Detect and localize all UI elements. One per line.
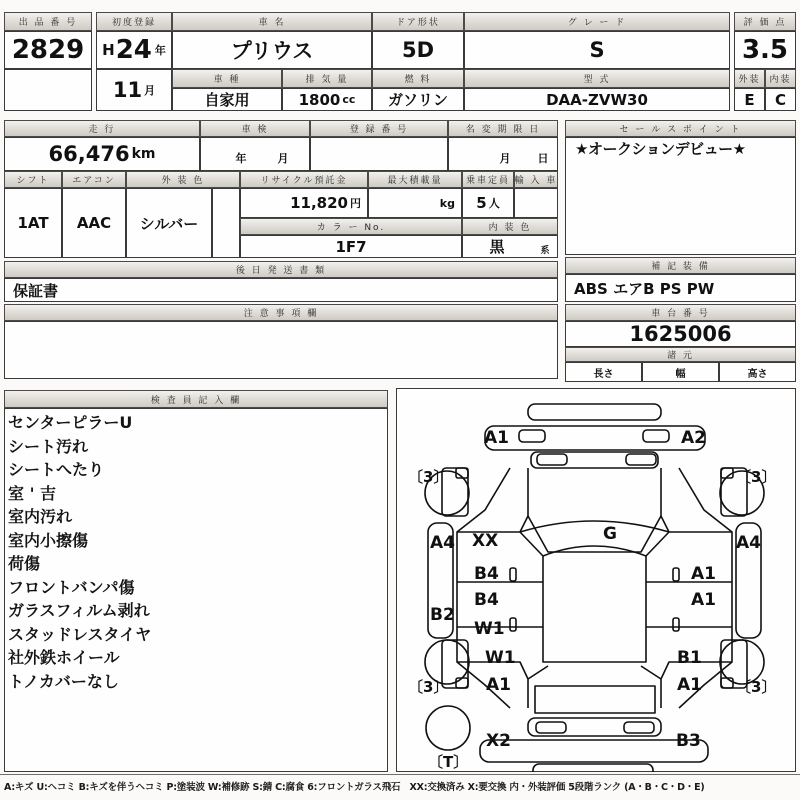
- max-load-cell: [368, 188, 462, 218]
- tire-mark-rear-right: 〔3〕: [736, 678, 777, 696]
- grade-label: グ レ ー ド: [464, 12, 730, 31]
- door-shape-cell: [372, 31, 464, 69]
- interior-color-value: 黒: [489, 238, 505, 256]
- inspection-note-item: 社外鉄ホイール: [8, 648, 120, 667]
- name-change-month-unit: 月: [499, 152, 511, 165]
- notice-cell: [4, 321, 558, 379]
- color-number-value: 1F7: [335, 237, 367, 256]
- damage-label-a1-right-rdoor: A1: [691, 590, 716, 610]
- sales-point-label: セ ー ル ス ポ イ ン ト: [565, 120, 796, 137]
- inspection-note-item: シート汚れ: [8, 436, 89, 456]
- chassis-number-value: 1625006: [629, 322, 732, 346]
- capacity-label: 乗車定員: [462, 171, 514, 188]
- damage-label-a1-right-qlower: A1: [677, 675, 702, 695]
- interior-color-cell: [462, 235, 558, 258]
- fuel-value: ガソリン: [387, 91, 448, 109]
- shaken-cell: [200, 137, 310, 171]
- damage-label-b1-right-quarter: B1: [677, 648, 702, 668]
- notice-value: [5, 322, 557, 378]
- equipment-cell: [565, 274, 796, 302]
- model-name-label: 車 名: [172, 12, 372, 31]
- damage-label-a1-left-qlower: A1: [486, 675, 511, 695]
- notice-label: 注 意 事 項 欄: [4, 304, 558, 321]
- registration-plate-label: 登 録 番 号: [310, 120, 448, 137]
- spec-length-header: [565, 362, 642, 382]
- recycle-fee-unit: 円: [350, 197, 361, 210]
- displacement-label: 排 気 量: [282, 69, 372, 88]
- inspection-note-item: 室 ' 吉: [8, 483, 57, 503]
- spec-height-header: [719, 362, 796, 382]
- lot-number-cell: [4, 31, 92, 69]
- first-registration-cell: [96, 31, 172, 69]
- inspection-note-item: ガラスフィルム剥れ: [8, 601, 150, 620]
- door-shape-value: 5D: [401, 38, 435, 62]
- lot-number-blank: [4, 69, 92, 111]
- spec-width-label: 幅: [675, 368, 686, 380]
- shift-cell: [4, 188, 62, 258]
- shift-label: シフト: [4, 171, 62, 188]
- max-load-unit: kg: [439, 196, 455, 210]
- reg-month: 11: [112, 78, 143, 102]
- inspection-notes-list: [8, 411, 388, 693]
- model-name-cell: [172, 31, 372, 69]
- exterior-color-label: 外 装 色: [126, 171, 240, 188]
- use-cell: [172, 88, 282, 111]
- capacity-value: 5: [476, 194, 487, 212]
- inspection-note-item: スタッドレスタイヤ: [8, 624, 152, 644]
- max-load-label: 最大積載量: [368, 171, 462, 188]
- displacement-unit: cc: [342, 93, 356, 106]
- aircon-value: AAC: [76, 214, 112, 232]
- lot-number-label: 出 品 番 号: [4, 12, 92, 31]
- mileage-cell: [4, 137, 200, 171]
- damage-label-w1-left-lower: W1: [474, 619, 505, 639]
- color-number-cell: [240, 235, 462, 258]
- tire-mark-rear-left: 〔3〕: [408, 678, 449, 696]
- recycle-fee-value: 11,820: [290, 194, 348, 212]
- first-registration-label: 初度登録: [96, 12, 172, 31]
- inspection-note-item: 室内小擦傷: [8, 530, 89, 550]
- damage-label-b4-left-fdoor: B4: [474, 564, 499, 584]
- inspection-note-item: センターピラーU: [8, 413, 133, 432]
- tire-mark-front-left: 〔3〕: [408, 468, 449, 486]
- import-label: 輸 入 車: [514, 171, 558, 188]
- interior-grade-label: 内装: [765, 69, 796, 88]
- legend-footer: [4, 779, 798, 793]
- spec-width-header: [642, 362, 719, 382]
- exterior-grade-cell: [734, 88, 765, 111]
- capacity-unit: 人: [488, 197, 500, 210]
- exterior-grade-value: E: [744, 90, 755, 109]
- recycle-fee-cell: [240, 188, 368, 218]
- color-number-label: カ ラ ー No.: [240, 218, 462, 235]
- reg-era: H: [102, 41, 115, 59]
- inspection-note-item: 室内汚れ: [8, 507, 73, 526]
- car-damage-diagram: [400, 390, 800, 772]
- interior-color-label: 内 装 色: [462, 218, 558, 235]
- damage-label-a1-front-left: A1: [484, 428, 509, 448]
- interior-color-suffix: 系: [540, 245, 550, 256]
- score-cell: [734, 31, 796, 69]
- registration-month-cell: [96, 69, 172, 111]
- name-change-label: 名 変 期 限 日: [448, 120, 558, 137]
- import-value: [515, 189, 557, 217]
- documents-value: 保証書: [13, 281, 59, 300]
- aircon-label: エアコン: [62, 171, 126, 188]
- displacement-cell: [282, 88, 372, 111]
- exterior-color-value: シルバー: [139, 214, 199, 233]
- spec-height-label: 高さ: [747, 368, 768, 380]
- mileage-unit: km: [131, 146, 156, 162]
- spec-label: 諸 元: [565, 347, 796, 362]
- interior-grade-value: C: [774, 90, 786, 109]
- model-name-value: プリウス: [230, 39, 314, 63]
- capacity-cell: [462, 188, 514, 218]
- name-change-day-unit: 日: [537, 152, 549, 165]
- damage-label-a2-front-right: A2: [681, 428, 706, 448]
- mileage-value: 66,476: [48, 142, 130, 166]
- fuel-label: 燃 料: [372, 69, 464, 88]
- inspection-note-item: フロントバンパ傷: [8, 577, 135, 597]
- equipment-value: ABS エアB PS PW: [574, 279, 715, 298]
- inspection-note-item: トノカバーなし: [8, 671, 119, 691]
- sales-point-value: ★オークションデビュー★: [575, 140, 746, 158]
- registration-plate-cell: [310, 137, 448, 171]
- damage-label-x2-rear-left: X2: [486, 731, 511, 751]
- type-code-value: DAA-ZVW30: [546, 90, 648, 109]
- door-shape-label: ドア形状: [372, 12, 464, 31]
- exterior-color-cell: [126, 188, 212, 258]
- shift-value: 1AT: [17, 214, 49, 232]
- tire-mark-front-right: 〔3〕: [736, 468, 777, 486]
- damage-label-xx-left-fender: XX: [472, 531, 499, 551]
- inspection-note-item: シートへたり: [8, 460, 105, 479]
- equipment-label: 補 記 装 備: [565, 257, 796, 274]
- use-value: 自家用: [204, 91, 250, 109]
- type-code-label: 型 式: [464, 69, 730, 88]
- grade-value: S: [589, 38, 605, 62]
- grade-cell: [464, 31, 730, 69]
- inspection-label: 検 査 員 記 入 欄: [4, 390, 388, 408]
- aircon-cell: [62, 188, 126, 258]
- type-code-cell: [464, 88, 730, 111]
- import-cell: [514, 188, 558, 218]
- lot-number-value: 2829: [11, 35, 85, 65]
- exterior-grade-label: 外装: [734, 69, 765, 88]
- name-change-cell: [448, 137, 558, 171]
- tire-mark-spare: 〔T〕: [428, 753, 469, 771]
- damage-label-a4-right-side: A4: [736, 533, 761, 553]
- documents-label: 後 日 発 送 書 類: [4, 261, 558, 278]
- interior-grade-cell: [765, 88, 796, 111]
- damage-label-g-roof: G: [603, 524, 617, 544]
- reg-year-unit: 年: [154, 44, 166, 57]
- reg-year: 24: [115, 35, 152, 65]
- recycle-fee-label: リサイクル預託金: [240, 171, 368, 188]
- shaken-year-unit: 年: [235, 152, 247, 165]
- chassis-number-cell: [565, 321, 796, 347]
- footer-divider: [0, 774, 800, 775]
- documents-cell: [4, 278, 558, 302]
- exterior-color-extra-cell: [212, 188, 240, 258]
- damage-label-w1-left-quarter: W1: [485, 648, 516, 668]
- damage-label-a4-left-side: A4: [430, 533, 455, 553]
- damage-label-b3-rear-right: B3: [676, 731, 701, 751]
- shaken-month-unit: 月: [277, 152, 289, 165]
- score-label: 評 価 点: [734, 12, 796, 31]
- legend-text-1: A:キズ U:ヘコミ B:キズを伴うヘコミ P:塗装波 W:補修跡 S:錆 C:腐食 6:フロントガラス飛石: [4, 782, 401, 793]
- inspection-note-item: 荷傷: [8, 554, 41, 573]
- fuel-cell: [372, 88, 464, 111]
- registration-plate-value: [311, 138, 447, 170]
- damage-label-a1-right-fdoor: A1: [691, 564, 716, 584]
- spec-length-label: 長さ: [593, 368, 614, 380]
- damage-label-b2-left-sill: B2: [430, 605, 455, 625]
- damage-label-b4-left-rdoor: B4: [474, 590, 499, 610]
- use-label: 車 種: [172, 69, 282, 88]
- chassis-number-label: 車 台 番 号: [565, 304, 796, 321]
- shaken-label: 車 検: [200, 120, 310, 137]
- mileage-label: 走 行: [4, 120, 200, 137]
- score-value: 3.5: [741, 35, 789, 65]
- legend-text-2: XX:交換済み X:要交換 内・外装評価 5段階ランク (A・B・C・D・E): [409, 782, 705, 793]
- displacement-value: 1800: [298, 90, 341, 109]
- reg-month-unit: 月: [144, 84, 156, 97]
